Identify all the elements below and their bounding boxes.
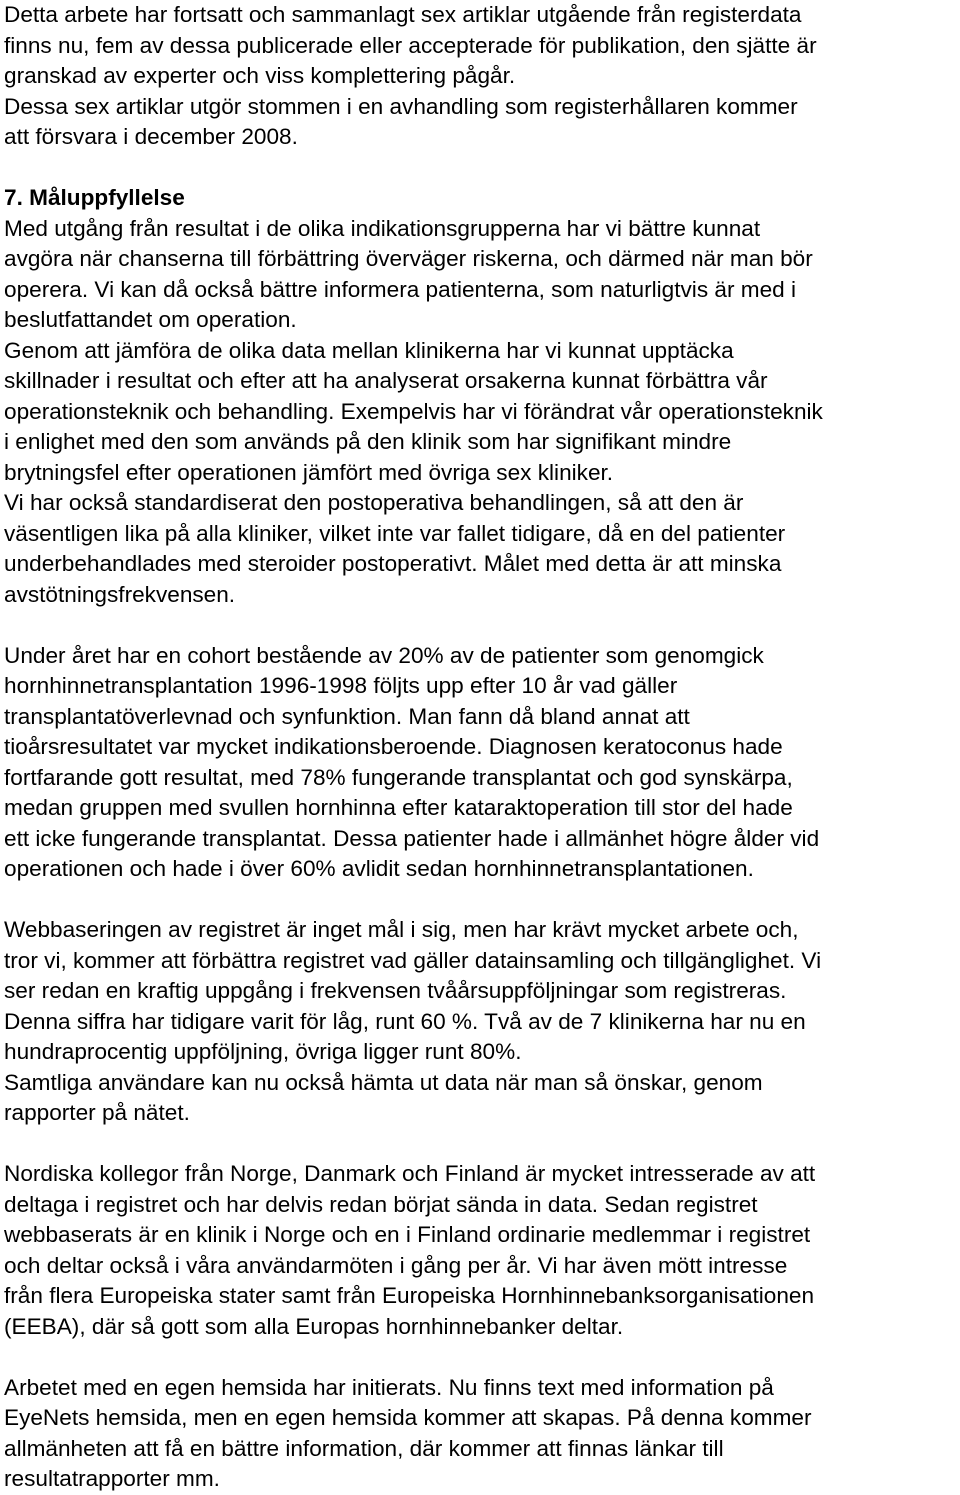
text-line: (EEBA), där så gott som alla Europas hornhinnebanker deltar. (4, 1313, 624, 1339)
text-line: Under året har en cohort bestående av 20% av de patienter som genomgick (4, 642, 764, 668)
text-line: tioårsresultatet var mycket indikationsberoende. Diagnosen keratoconus hade (4, 734, 783, 759)
text-line: deltaga i registret och har delvis redan börjat sända in data. Sedan registret (4, 1191, 758, 1217)
paragraph-articles (4, 0, 956, 153)
paragraph-gap (4, 610, 956, 641)
text-line: underbehandlades med steroider postoperativt. Målet med detta är att minska (4, 551, 782, 576)
text-line: brytningsfel efter operationen jämfört med övriga sex kliniker. (4, 459, 614, 485)
text-line: Samtliga användare kan nu också hämta ut data när man så önskar, genom (4, 1069, 763, 1095)
paragraph-homepage (4, 1373, 956, 1495)
section-title: Måluppfyllelse (29, 185, 185, 210)
text-line: operationen och hade i över 60% avlidit sedan hornhinnetransplantationen. (4, 856, 754, 881)
text-line: finns nu, fem av dessa publicerade eller accepterade för publikation, den sjätte är (4, 32, 817, 58)
text-line: beslutfattandet om operation. (4, 307, 297, 332)
text-line: avgöra när chanserna till förbättring överväger riskerna, och därmed när man bör (4, 246, 813, 271)
paragraph-gap (4, 153, 956, 184)
text-line: Genom att jämföra de olika data mellan klinikerna har vi kunnat upptäcka (4, 337, 734, 363)
text-line: hundraprocentig uppföljning, övriga ligger runt 80%. (4, 1039, 522, 1064)
paragraph-nordic-colleagues (4, 1159, 956, 1342)
text-line: Med utgång från resultat i de olika indikationsgrupperna har vi bättre kunnat (4, 215, 761, 241)
text-line: rapporter på nätet. (4, 1100, 190, 1125)
text-line: ser redan en kraftig uppgång i frekvensen tvåårsuppföljningar som registreras. (4, 978, 787, 1003)
paragraph-cohort (4, 641, 956, 885)
text-line: att försvara i december 2008. (4, 124, 298, 149)
text-line: från flera Europeiska stater samt från Europeiska Hornhinnebanksorganisationen (4, 1283, 815, 1308)
paragraph-web-registry (4, 915, 956, 1129)
text-line: hornhinnetransplantation 1996-1998 följts upp efter 10 år vad gäller (4, 673, 678, 698)
section-heading (4, 183, 956, 214)
paragraph-gap (4, 885, 956, 916)
text-line: fortfarande gott resultat, med 78% fungerande transplantat och god synskärpa, (4, 764, 793, 790)
text-line: granskad av experter och viss komplettering pågår. (4, 63, 516, 88)
text-line: Webbaseringen av registret är inget mål i sig, men har krävt mycket arbete och, (4, 917, 799, 942)
text-line: webbaserats är en klinik i Norge och en i Finland ordinarie medlemmar i registret (4, 1222, 811, 1247)
text-line: tror vi, kommer att förbättra registret vad gäller datainsamling och tillgänglighet. Vi (4, 947, 822, 973)
text-line: Arbetet med en egen hemsida har initierats. Nu finns text med information på (4, 1374, 774, 1400)
paragraph-goal-fulfilment (4, 214, 956, 611)
text-line: skillnader i resultat och efter att ha analyserat orsakerna kunnat förbättra vår (4, 368, 768, 393)
text-line: resultatrapporter mm. (4, 1466, 220, 1491)
text-line: ett icke fungerande transplantat. Dessa patienter hade i allmänhet högre ålder vid (4, 825, 820, 851)
text-line: operationsteknik och behandling. Exempelvis har vi förändrat vår operationsteknik (4, 398, 823, 424)
paragraph-gap (4, 1342, 956, 1373)
text-line: Nordiska kollegor från Norge, Danmark och Finland är mycket intresserade av att (4, 1161, 816, 1186)
text-line: avstötningsfrekvensen. (4, 581, 236, 607)
text-line: Detta arbete har fortsatt och sammanlagt sex artiklar utgående från registerdata (4, 2, 802, 27)
text-line: transplantatöverlevnad och synfunktion. Man fann då bland annat att (4, 703, 690, 729)
text-line: Vi har också standardiserat den postoperativa behandlingen, så att den är (4, 490, 744, 515)
text-line: Dessa sex artiklar utgör stommen i en avhandling som registerhållaren kommer (4, 93, 798, 119)
text-line: i enlighet med den som används på den klinik som har signifikant mindre (4, 429, 732, 454)
text-line: operera. Vi kan då också bättre informera patienterna, som naturligtvis är med i (4, 276, 797, 302)
text-line: väsentligen lika på alla kliniker, vilket inte var fallet tidigare, då en del patienter (4, 520, 786, 546)
text-line: Denna siffra har tidigare varit för låg, runt 60 %. Två av de 7 klinikerna har nu en (4, 1008, 806, 1034)
paragraph-gap (4, 1129, 956, 1160)
text-line: EyeNets hemsida, men en egen hemsida kommer att skapas. På denna kommer (4, 1405, 812, 1430)
text-line: allmänheten att få en bättre information, där kommer att finnas länkar till (4, 1435, 724, 1461)
text-line: och deltar också i våra användarmöten i gång per år. Vi har även mött intresse (4, 1252, 788, 1278)
text-line: medan gruppen med svullen hornhinna efter kataraktoperation till stor del hade (4, 795, 793, 820)
section-number: 7. (4, 185, 23, 210)
